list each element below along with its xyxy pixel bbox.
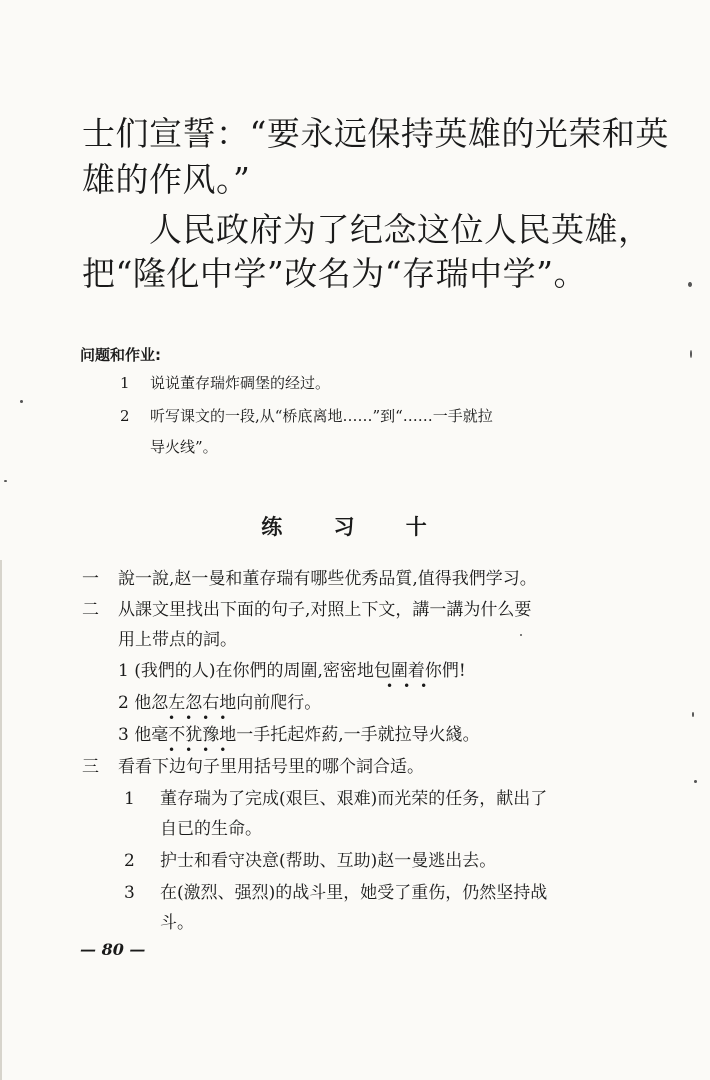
paragraph-line-3: 人民政府为了纪念这位人民英雄， — [82, 210, 652, 249]
item-3-sentence-3-continuation: 斗。 — [160, 913, 194, 933]
item-2-number: 二 — [82, 600, 99, 620]
item-3-number: 三 — [82, 757, 99, 777]
scan-speck — [690, 350, 692, 358]
item-1-number: 一 — [82, 569, 99, 589]
item-3-sentence-1-number: 1 — [124, 789, 135, 809]
paragraph-line-1: 士们宣誓：“要永远保持英雄的光荣和英 — [82, 114, 669, 153]
paragraph-line-2: 雄的作风。” — [82, 160, 251, 199]
scan-speck — [692, 712, 694, 717]
item-2-sentence-3: 3 他毫不犹豫地一手托起炸葯,一手就拉导火綫。 — [118, 725, 480, 745]
item-1-text: 說一說,赵一曼和董存瑞有哪些优秀品質,值得我們学习。 — [118, 569, 537, 589]
page-edge-shadow — [0, 560, 2, 1080]
item-3-sentence-1-continuation: 自已的生命。 — [160, 819, 262, 839]
page-number: — 80 — — [80, 940, 146, 959]
item-3-sentence-1-text: 董存瑞为了完成(艰巨、艰难)而光荣的任务，献出了 — [160, 789, 548, 809]
item-3-sentence-2-number: 2 — [124, 851, 135, 871]
questions-heading: 问题和作业: — [80, 346, 161, 364]
item-3-sentence-3-text: 在(激烈、强烈)的战斗里，她受了重伤，仍然坚持战 — [160, 883, 548, 903]
item-3-sentence-3-number: 3 — [124, 883, 135, 903]
scan-speck — [688, 282, 692, 287]
question-1-number: 1 — [120, 374, 130, 392]
item-2-continuation: 用上带点的詞。 — [118, 630, 237, 650]
question-1-text: 说说董存瑞炸碉堡的经过。 — [150, 374, 331, 392]
item-3-text: 看看下边句子里用括号里的哪个詞合适。 — [118, 757, 424, 777]
item-2-sentence-2: 2 他忽左忽右地向前爬行。 — [118, 693, 322, 713]
scan-speck — [20, 400, 23, 403]
emphasis-dots: ••• — [386, 679, 438, 693]
paragraph-line-4: 把“隆化中学”改名为“存瑞中学”。 — [82, 254, 587, 293]
question-2-number: 2 — [120, 407, 130, 425]
item-3-sentence-2-text: 护士和看守决意(帮助、互助)赵一曼逃出去。 — [160, 851, 497, 871]
question-2-text: 听写课文的一段,从“桥底离地……”到“……一手就拉 — [150, 407, 493, 425]
emphasis-dots: •••• — [168, 711, 237, 725]
scan-speck — [694, 780, 697, 783]
scan-speck — [520, 634, 522, 636]
question-2-continuation: 导火线”。 — [150, 438, 218, 456]
exercise-title: 练 习 十 — [261, 515, 449, 539]
item-2-sentence-1: 1 (我們的人)在你們的周圍,密密地包圍着你們! — [118, 661, 466, 681]
emphasis-dots: •••• — [168, 743, 237, 757]
scan-speck — [4, 480, 7, 482]
item-2-text: 从課文里找出下面的句子,对照上下文，講一講为什么要 — [118, 600, 532, 620]
